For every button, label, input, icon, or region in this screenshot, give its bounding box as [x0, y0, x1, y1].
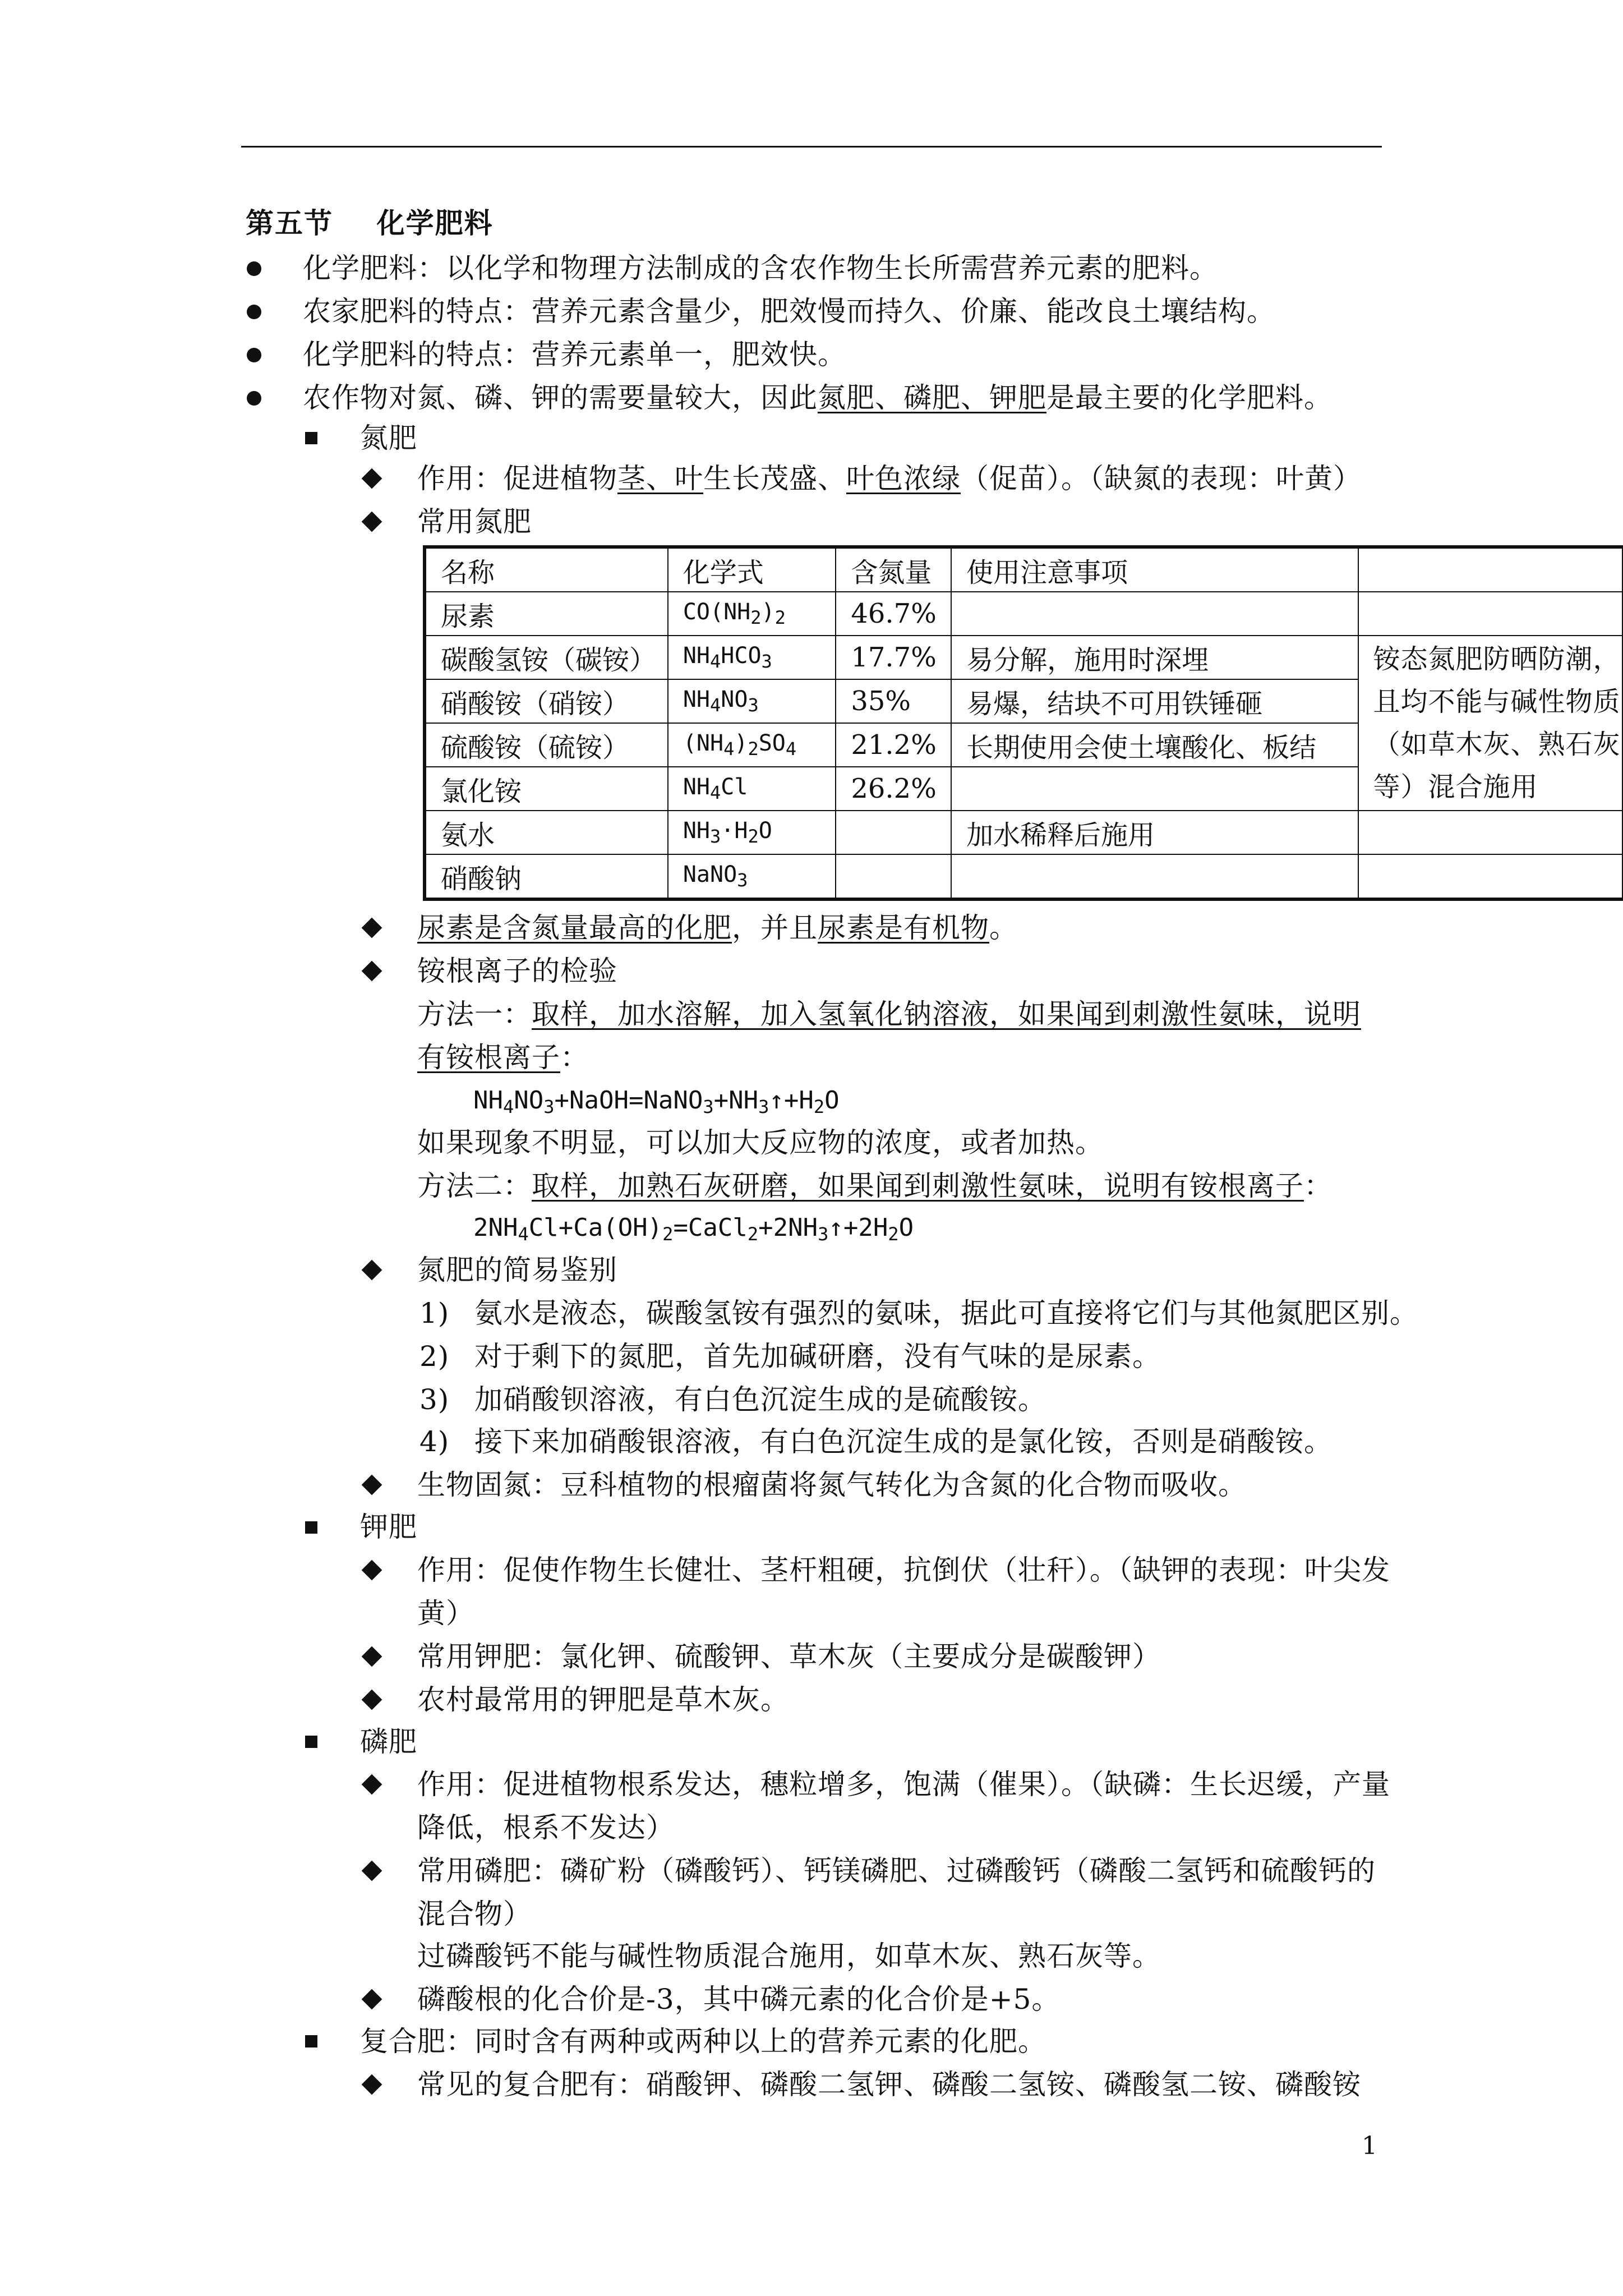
common-nitrogen-label: 常用氮肥	[417, 505, 532, 538]
step-text: 加硝酸钡溶液，有白色沉淀生成的是硫酸铵。	[474, 1383, 1046, 1416]
diamond-bullet	[362, 1690, 382, 1710]
cell-note	[951, 767, 1358, 811]
cell-note: 易爆，结块不可用铁锤砸	[951, 679, 1358, 723]
phosphorus-common-cont: 混合物）	[417, 1898, 532, 1930]
diamond-bullet	[362, 1861, 382, 1881]
cell-note: 长期使用会使土壤酸化、板结	[951, 723, 1358, 767]
method-two: 方法二：取样，加熟石灰研磨，如果闻到刺激性氨味，说明有铵根离子：	[417, 1170, 1332, 1202]
header-nitrogen-content: 含氮量	[836, 547, 951, 592]
method-one-cont: 有铵根离子：	[417, 1041, 589, 1074]
equation-two: $2NH_4Cl+Ca(OH)_2=CaCl_2+2NH_3↑+2H_2O$	[473, 1213, 914, 1245]
cell-name: 碳酸氢铵（碳铵）	[425, 636, 668, 679]
cell-nitrogen-content: 17.7%	[836, 636, 951, 679]
diamond-bullet	[362, 961, 382, 982]
bullet-dot	[247, 261, 261, 276]
cell-name: 氨水	[425, 811, 668, 854]
step-number: 2)	[419, 1340, 450, 1373]
step-text: 氨水是液态，碳酸氢铵有强烈的氨味，据此可直接将它们与其他氮肥区别。	[474, 1297, 1418, 1329]
bullet-item: 化学肥料的特点：营养元素单一，肥效快。	[303, 338, 846, 371]
header-formula: 化学式	[668, 547, 836, 592]
cell-name: 尿素	[425, 592, 668, 636]
nitrogen-effect: 作用：促进植物茎、叶生长茂盛、叶色浓绿（促苗）。（缺氮的表现：叶黄）	[417, 462, 1362, 495]
cell-note: 加水稀释后施用	[951, 811, 1358, 854]
method-one: 方法一：取样，加水溶解，加入氢氧化钠溶液，如果闻到刺激性氨味，说明	[417, 998, 1361, 1030]
bio-fixation: 生物固氮：豆科植物的根瘤菌将氮气转化为含氮的化合物而吸收。	[417, 1469, 1247, 1501]
diamond-bullet	[362, 512, 382, 532]
cell-formula: $NH_4HCO_3$	[668, 636, 836, 679]
cell-blank	[1358, 592, 1622, 636]
cell-formula: $NH_4NO_3$	[668, 679, 836, 723]
cell-blank	[1358, 811, 1622, 854]
table-row	[425, 854, 1622, 899]
potassium-rural: 农村最常用的钾肥是草木灰。	[417, 1683, 789, 1716]
header-name: 名称	[425, 547, 668, 592]
potassium-effect-cont: 黄）	[417, 1597, 474, 1630]
step-text: 接下来加硝酸银溶液，有白色沉淀生成的是氯化铵，否则是硝酸铵。	[474, 1425, 1332, 1458]
table-row	[425, 592, 1622, 636]
header-usage-notes: 使用注意事项	[951, 547, 1358, 592]
bullet-item: 农家肥料的特点：营养元素含量少，肥效慢而持久、价廉、能改良土壤结构。	[303, 295, 1275, 328]
ammonium-test-title: 铵根离子的检验	[417, 955, 617, 987]
bullet-dot	[247, 305, 261, 319]
phosphorus-caution: 过磷酸钙不能与碱性物质混合施用，如草木灰、熟石灰等。	[417, 1940, 1161, 1972]
diamond-bullet	[362, 1989, 382, 2010]
page-number: 1	[1362, 2132, 1377, 2160]
cell-note: 易分解，施用时深埋	[951, 636, 1358, 679]
diamond-bullet	[362, 468, 382, 489]
square-bullet	[305, 432, 317, 444]
diamond-bullet	[362, 1475, 382, 1496]
cell-nitrogen-content: 21.2%	[836, 723, 951, 767]
cell-nitrogen-content	[836, 811, 951, 854]
step-number: 4)	[419, 1425, 450, 1458]
potassium-effect: 作用：促使作物生长健壮、茎杆粗硬，抗倒伏（壮秆）。（缺钾的表现：叶尖发	[417, 1554, 1390, 1586]
compound-heading: 复合肥：同时含有两种或两种以上的营养元素的化肥。	[360, 2025, 1046, 2058]
diamond-bullet	[362, 918, 382, 938]
step-number: 1)	[419, 1297, 450, 1329]
cell-name: 硝酸钠	[425, 854, 668, 899]
method-one-note: 如果现象不明显，可以加大反应物的浓度，或者加热。	[417, 1126, 1104, 1159]
header-rule	[241, 146, 1382, 148]
header-blank	[1358, 547, 1622, 592]
square-bullet	[305, 1521, 317, 1534]
phosphorus-effect: 作用：促进植物根系发达，穗粒增多，饱满（催果）。（缺磷：生长迟缓，产量	[417, 1768, 1390, 1801]
bullet-dot	[247, 348, 261, 362]
bullet-dot	[247, 391, 261, 406]
diamond-bullet	[362, 1260, 382, 1281]
nitrogen-heading: 氮肥	[360, 422, 417, 454]
identify-title: 氮肥的简易鉴别	[417, 1254, 617, 1286]
phosphorus-common: 常用磷肥：磷矿粉（磷酸钙）、钙镁磷肥、过磷酸钙（磷酸二氢钙和硫酸钙的	[417, 1855, 1376, 1887]
phosphate-valence: 磷酸根的化合价是-3，其中磷元素的化合价是+5。	[417, 1983, 1061, 2016]
equation-one: $NH_4NO_3+NaOH=NaNO_3+NH_3↑+H_2O$	[473, 1086, 840, 1117]
cell-nitrogen-content: 46.7%	[836, 592, 951, 636]
table-row	[425, 636, 1622, 679]
phosphorus-heading: 磷肥	[360, 1726, 417, 1758]
diamond-bullet	[362, 2074, 382, 2095]
cell-note	[951, 592, 1358, 636]
cell-formula: $NH_4Cl$	[668, 767, 836, 811]
cell-formula: $CO(NH_2)_2$	[668, 592, 836, 636]
cell-formula: $NH_3\cdot H_2O$	[668, 811, 836, 854]
cell-name: 硝酸铵（硝铵）	[425, 679, 668, 723]
urea-note: 尿素是含氮量最高的化肥，并且尿素是有机物。	[417, 912, 1018, 944]
table-row	[425, 811, 1622, 854]
cell-note	[951, 854, 1358, 899]
cell-nitrogen-content: 26.2%	[836, 767, 951, 811]
potassium-heading: 钾肥	[360, 1511, 417, 1543]
diamond-bullet	[362, 1560, 382, 1581]
phosphorus-effect-cont: 降低，根系不发达）	[417, 1811, 675, 1844]
nitrogen-fertilizer-table	[423, 545, 1623, 901]
cell-nitrogen-content	[836, 854, 951, 899]
cell-blank	[1358, 854, 1622, 899]
cell-formula: $(NH_4)_2SO_4$	[668, 723, 836, 767]
cell-name: 氯化铵	[425, 767, 668, 811]
diamond-bullet	[362, 1774, 382, 1795]
step-number: 3)	[419, 1383, 450, 1416]
bullet-item: 农作物对氮、磷、钾的需要量较大，因此氮肥、磷肥、钾肥是最主要的化学肥料。	[303, 381, 1332, 414]
cell-name: 硫酸铵（硫铵）	[425, 723, 668, 767]
cell-nitrogen-content: 35%	[836, 679, 951, 723]
compound-common: 常见的复合肥有：硝酸钾、磷酸二氢钾、磷酸二氢铵、磷酸氢二铵、磷酸铵	[417, 2068, 1361, 2101]
table-header-row	[425, 547, 1622, 592]
merged-ammonium-note: 铵态氮肥防晒防潮，且均不能与碱性物质（如草木灰、熟石灰等）混合施用	[1358, 636, 1622, 811]
bullet-item: 化学肥料：以化学和物理方法制成的含农作物生长所需营养元素的肥料。	[303, 252, 1218, 284]
step-text: 对于剩下的氮肥，首先加碱研磨，没有气味的是尿素。	[474, 1340, 1161, 1373]
cell-formula: NaNO$_3$	[668, 854, 836, 899]
diamond-bullet	[362, 1646, 382, 1667]
section-title: 第五节 化学肥料	[246, 206, 494, 240]
square-bullet	[305, 2035, 317, 2047]
square-bullet	[305, 1736, 317, 1748]
potassium-common: 常用钾肥：氯化钾、硫酸钾、草木灰（主要成分是碳酸钾）	[417, 1640, 1161, 1673]
